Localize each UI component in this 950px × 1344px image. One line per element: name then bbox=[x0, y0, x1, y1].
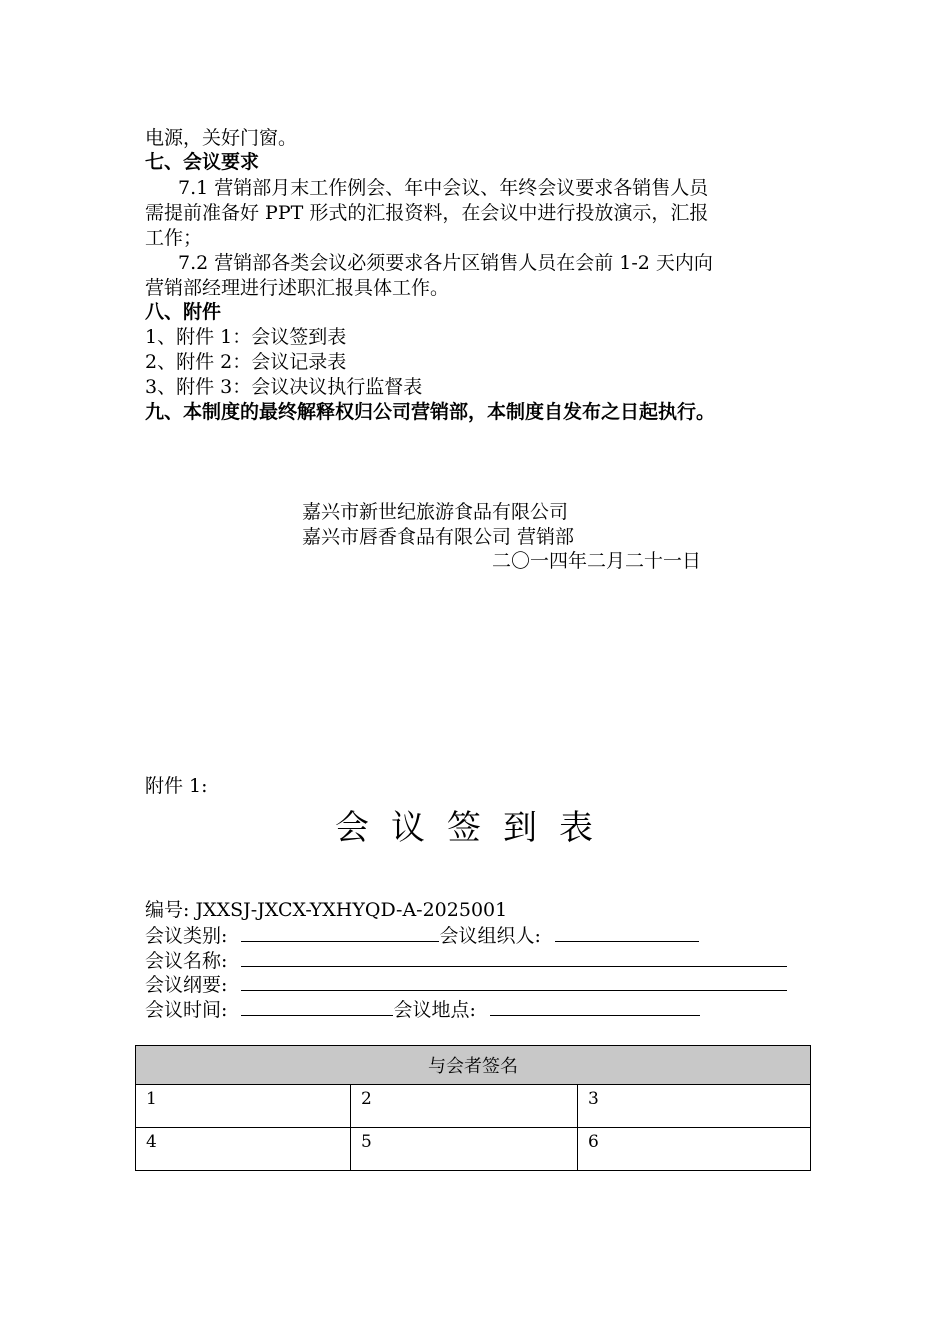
attachment-item-1: 1、附件 1：会议签到表 bbox=[145, 326, 347, 348]
paragraph-7-2: 7.2 营销部各类会议必须要求各片区销售人员在会前 1-2 天内向 bbox=[178, 252, 713, 274]
meeting-type-label: 会议类别: bbox=[145, 925, 228, 947]
paragraph-7-1-end: 工作； bbox=[145, 227, 203, 249]
company-name-2: 嘉兴市唇香食品有限公司 营销部 bbox=[302, 526, 575, 548]
meeting-name-field[interactable] bbox=[241, 948, 787, 967]
section-heading-9: 九、本制度的最终解释权归公司营销部，本制度自发布之日起执行。 bbox=[145, 401, 716, 423]
document-date: 二〇一四年二月二十一日 bbox=[492, 550, 702, 572]
signature-cell[interactable]: 5 bbox=[351, 1128, 578, 1171]
text-line: 电源，关好门窗。 bbox=[145, 127, 298, 149]
company-name-1: 嘉兴市新世纪旅游食品有限公司 bbox=[302, 501, 569, 523]
signature-cell[interactable]: 3 bbox=[578, 1085, 811, 1128]
form-number: 编号: JXXSJ-JXCX-YXHYQD-A-2025001 bbox=[145, 899, 508, 921]
paragraph-7-1: 7.1 营销部月末工作例会、年中会议、年终会议要求各销售人员 bbox=[178, 177, 709, 199]
signature-cell[interactable]: 1 bbox=[136, 1085, 351, 1128]
meeting-time-row bbox=[145, 997, 700, 1022]
form-title: 会议签到表 bbox=[335, 808, 615, 848]
signature-cell[interactable]: 6 bbox=[578, 1128, 811, 1171]
paragraph-7-2-cont: 营销部经理进行述职汇报具体工作。 bbox=[145, 277, 450, 299]
meeting-time-label: 会议时间: bbox=[145, 999, 228, 1021]
meeting-type-row bbox=[145, 923, 699, 948]
signature-cell[interactable]: 4 bbox=[136, 1128, 351, 1171]
signature-table bbox=[135, 1045, 811, 1171]
meeting-outline-row bbox=[145, 972, 787, 997]
attachment-label: 附件 1: bbox=[145, 775, 208, 797]
attachment-item-2: 2、附件 2：会议记录表 bbox=[145, 351, 347, 373]
meeting-name-label: 会议名称: bbox=[145, 950, 228, 972]
meeting-name-row bbox=[145, 948, 787, 973]
meeting-outline-field[interactable] bbox=[241, 972, 787, 991]
organizer-label: 会议组织人: bbox=[439, 925, 541, 947]
signature-cell[interactable]: 2 bbox=[351, 1085, 578, 1128]
organizer-field[interactable] bbox=[555, 923, 699, 942]
meeting-type-field[interactable] bbox=[241, 923, 439, 942]
attachment-item-3: 3、附件 3：会议决议执行监督表 bbox=[145, 376, 423, 398]
table-header: 与会者签名 bbox=[136, 1046, 811, 1085]
paragraph-7-1-cont: 需提前准备好 PPT 形式的汇报资料，在会议中进行投放演示，汇报 bbox=[145, 202, 709, 224]
table-row bbox=[136, 1128, 811, 1171]
meeting-time-field[interactable] bbox=[241, 997, 393, 1016]
table-row bbox=[136, 1085, 811, 1128]
place-label: 会议地点: bbox=[393, 999, 476, 1021]
section-heading-8: 八、附件 bbox=[145, 301, 222, 323]
place-field[interactable] bbox=[490, 997, 700, 1016]
section-heading-7: 七、会议要求 bbox=[145, 151, 260, 173]
meeting-outline-label: 会议纲要: bbox=[145, 974, 228, 996]
